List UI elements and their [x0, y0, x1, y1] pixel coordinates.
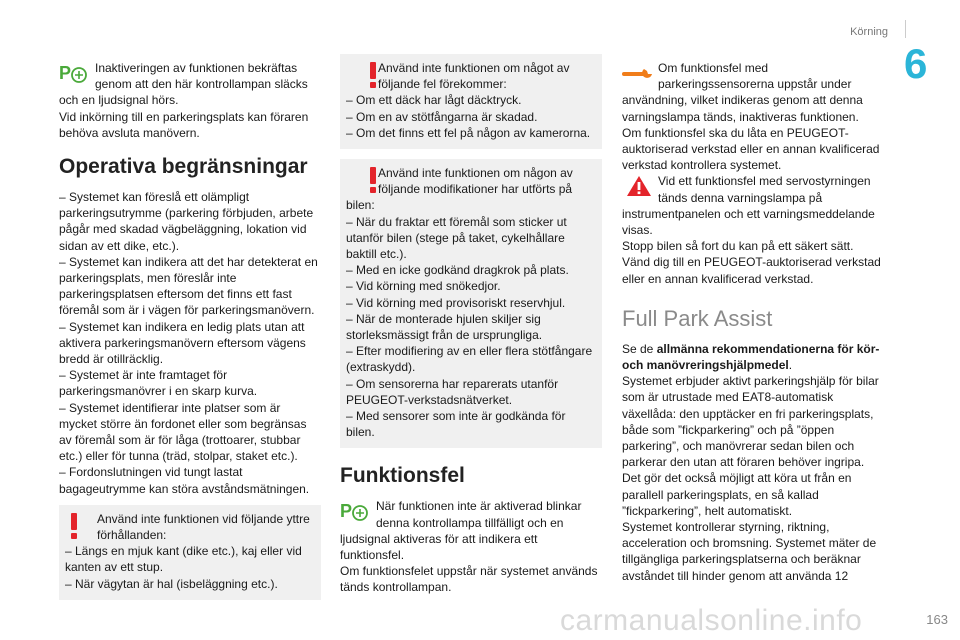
exclamation-icon — [366, 167, 380, 197]
wrench-note — [622, 60, 884, 173]
column-left — [59, 60, 321, 610]
header-divider — [905, 20, 906, 38]
watermark: carmanualsonline.info — [560, 604, 863, 637]
warn2-rest: bilen: – När du fraktar ett föremål som sticker ut utanför bilen (stege på taket, cykelhållare baktill etc.). – Med en icke godkänd dragkrok på plats. – Vid körning med snökedjor. – Vid körning med provisoriskt reservhjul. – När de monterade hjulen skiljer sig storleksmässigt från de ursprungliga. – Efter modifiering av en eller flera stötfångare (extraskydd). – Om sensorerna har reparerats utanför PEUGEOT-verkstadsnätverket. – Med sensorer som inte är godkända för bilen. — [346, 198, 593, 440]
fault-lead: När funktionen inte är aktiverad blinkar denna kontrollampa tillfälligt och en — [376, 499, 582, 530]
alert-lead: Vid ett funktionsfel med servostyrningen tänds denna varningslampa på — [658, 174, 871, 205]
alert-note — [622, 173, 884, 286]
fault-note — [340, 498, 602, 595]
park-assist-icon — [340, 500, 370, 526]
intro-rest: och en ljudsignal hörs. Vid inkörning till en parkeringsplats kan föraren behöva avsluta manövern. — [59, 93, 309, 140]
alert-triangle-icon — [626, 175, 652, 201]
warning-box-faults — [340, 54, 602, 149]
warn-rest: – Längs en mjuk kant (dike etc.), kaj eller vid kanten av ett stup. – När vägytan är hal (isbeläggning etc.). — [65, 544, 302, 591]
svg-text:P: P — [59, 63, 72, 83]
column-right — [622, 60, 884, 584]
wrench-icon — [622, 66, 654, 86]
heading-funktionsfel: Funktionsfel — [340, 464, 465, 488]
wrench-rest: användning, vilket indikeras genom att denna varningslampa tänds, inaktiveras funktionen. Om funktionsfel ska du låta en PEUGEOT-auktoriserad verkstad eller en annan kvalificerad verkstad kontrollera systemet. — [622, 93, 880, 173]
reference-line — [622, 341, 884, 373]
warn1-rest: – Om ett däck har lågt däcktryck. – Om en av stötfångarna är skadad. – Om det finns ett fel på någon av kamerorna. — [346, 93, 591, 140]
heading-full-park-assist: Full Park Assist — [622, 305, 773, 331]
column-middle — [340, 54, 602, 596]
heading-operativa: Operativa begränsningar — [59, 155, 308, 179]
exclamation-icon — [366, 62, 380, 92]
svg-text:P: P — [340, 501, 353, 522]
exclamation-icon — [67, 513, 81, 543]
warning-box-modifications — [340, 159, 602, 448]
warn2-lead: Använd inte funktionen om någon av följande modifikationer har utförts på — [378, 166, 573, 197]
fault-rest: ljudsignal aktiveras för att indikera ett funktionsfel. Om funktionsfelet uppstår när systemet används tänds kontrollampan. — [340, 531, 598, 595]
warn1-lead: Använd inte funktionen om något av följande fel förekommer: — [378, 61, 570, 92]
section-title: Körning — [850, 26, 888, 38]
warning-box-outer-conditions — [59, 505, 321, 600]
wrench-lead: Om funktionsfel med parkeringssensorerna uppstår under — [658, 61, 852, 92]
ref-suffix: . — [788, 358, 793, 373]
intro-lead: Inaktiveringen av funktionen bekräftas genom att den här kontrollampan släcks — [95, 61, 308, 92]
park-assist-icon — [59, 62, 89, 88]
chapter-number: 6 — [904, 40, 928, 87]
limitations-body: – Systemet kan föreslå ett olämpligt parkeringsutrymme (parkering förbjuden, arbete pågår med skadad vägbeläggning, lokation vid sidan av ett dike, etc.). – Systemet kan indikera att det har detekterat en parkeringsplats, men föreslår inte parkeringsplatsen eftersom det finns ett fast föremål som är i vägen för parkeringsmanövern. – Systemet kan indikera en ledig plats utan att aktivera parkeringsmanövern eftersom vägens bredd är otillräcklig. – Systemet är inte framtaget för parkeringsmanövrer i en skarp kurva. – Systemet identifierar inte platser som är mycket större än fordonet eller som begränsas av föremål som är för låga (trottoarer, stubbar etc.) eller för tunna (träd, stolpar, staket etc.). – Fordonslutningen vid tungt lastat bagageutrymme kan störa avståndsmätningen. — [59, 190, 318, 496]
park-assist-note — [59, 60, 321, 141]
full-park-body: Systemet erbjuder aktivt parkeringshjälp för bilar som är utrustade med EAT8-automatisk växellåda: den upptäcker en fri parkeringsplats, både som ”fickparkering” och på ”öppen parkering”, och manövrerar sedan bilen och parkerar den utan att föraren behöver ingripa. Det gör det också möjligt att köra ut från en parallell parkeringsplats, en så kallad ”fickparkering”, helt automatiskt. Systemet kontrollerar styrning, riktning, acceleration och bromsning. Systemet mäter de tillgängliga parkeringsplatserna och beräknar avståndet till hinder genom att använda 12 — [622, 374, 879, 583]
warn-lead: Använd inte funktionen vid följande yttre förhållanden: — [97, 511, 310, 543]
page-number: 163 — [926, 612, 948, 627]
ref-prefix: Se de — [622, 341, 657, 356]
ref-link[interactable]: allmänna rekommendationerna för kör-och manövreringshjälpmedel — [622, 341, 880, 373]
alert-rest: instrumentpanelen och ett varningsmeddelande visas. Stopp bilen så fort du kan på ett säkert sätt. Vänd dig till en PEUGEOT-auktoriserad verkstad eller en annan kvalificerad verkstad. — [622, 206, 881, 286]
